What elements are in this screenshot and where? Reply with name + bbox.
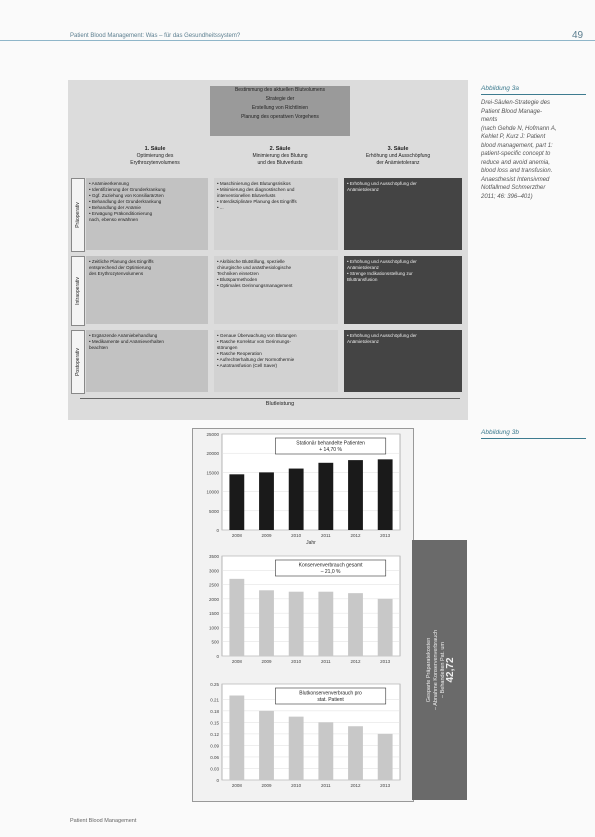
chart-1-x-tick: 2009 (261, 533, 272, 538)
caption-a-line: blood loss and transfusion. (481, 168, 553, 174)
savings-sidebar (412, 540, 467, 800)
chart-3-annotation: stat. Patient (317, 697, 344, 703)
chart-2-annotation: – 21,0 % (320, 569, 341, 575)
row-label-preop (71, 178, 85, 252)
caption-b-rule (481, 438, 586, 439)
pillar-3-sub-2: der Anämietoleranz (376, 160, 420, 166)
caption-a-line: Kehlet P, Kurz J: Patient (481, 134, 546, 140)
chart-3-x-tick: 2009 (261, 783, 272, 788)
caption-b-title: Abbildung 3b (481, 429, 519, 436)
caption-b (481, 429, 586, 439)
chart-1-bar (259, 472, 274, 530)
diagram-cell-line: Anämietoleranz (347, 265, 379, 270)
chart-3-bar (378, 734, 393, 780)
diagram-cell-r1-c1 (86, 178, 208, 250)
pillar-2-sub-2: und des Blutverlusts (257, 160, 303, 166)
sidebar-line-3: – Behandelten Pat. um (439, 642, 446, 698)
diagram-cell-line: • Optimales Gerinnungsmanagement (217, 283, 293, 288)
chart-2-x-tick: 2009 (261, 659, 272, 664)
chart-1-bar (289, 469, 304, 530)
caption-a-line: Notfallmed Schmerzther (481, 185, 546, 191)
diagram-top-box (210, 86, 350, 136)
charts-svg (192, 428, 414, 802)
chart-1-x-tick: 2010 (291, 533, 302, 538)
diagram-cell-line: • Zeitliche Planung des Eingriffs (89, 259, 154, 264)
diagram-cell-line: nach, ebenso erwähnen (89, 217, 139, 222)
diagram-cell-line: störungen (217, 345, 238, 350)
diagram-cell-line: • Anämieerkennung (89, 181, 129, 186)
chart-1-x-label: Jahr (306, 540, 316, 546)
diagram-cell-r1-c3 (344, 178, 462, 250)
chart-2-x-tick: 2010 (291, 659, 302, 664)
diagram-cell-line: • Erhöhung und Ausschöpfung der (347, 259, 417, 264)
running-title: Patient Blood Management: Was – für das Gesundheitssystem? (70, 33, 241, 39)
caption-a-line: blood management, part 1: (481, 142, 553, 149)
chart-3-x-tick: 2013 (380, 783, 391, 788)
diagram-cell-line: • Rasche Reoperation (217, 351, 262, 356)
chart-2-x-tick: 2011 (320, 659, 331, 664)
pillar-1-header (100, 146, 210, 167)
chart-2-y-tick: 1000 (208, 625, 219, 631)
chart-2-bar (229, 579, 244, 656)
diagram-cell-r2-c2 (214, 256, 338, 324)
chart-2-x-tick: 2012 (350, 659, 361, 664)
caption-a-line: (nach Gehde N, Hofmann A, (481, 125, 557, 132)
diagram-cell-line: • Ergänzende Anämiebehandlung (89, 333, 158, 338)
chart-1-x-tick: 2008 (231, 533, 242, 538)
diagram-cell-r3-c2 (214, 330, 338, 392)
row-label-intraop (71, 256, 85, 326)
header-rule (0, 40, 595, 41)
diagram-cell-line: • Genaue Überwachung von Blutungen (217, 333, 297, 338)
chart-1-bar (348, 460, 363, 530)
diagram-cell-line: • Strenge Indikationsstellung zur (347, 271, 413, 276)
row-label-postop-text: Postoperativ (75, 348, 81, 376)
pillar-3-title: 3. Säule (387, 146, 409, 152)
chart-3-bar (318, 722, 333, 780)
diagram-cell-line: des Erythrozytenvolumens (89, 271, 144, 276)
caption-a-title: Abbildung 3a (481, 85, 519, 92)
diagram-cell-line: • Medikamente und Anämieverhalten (89, 339, 164, 344)
chart-1-bar (229, 474, 244, 530)
row-label-preop-text: Präoperativ (75, 202, 81, 228)
diagram-cell-line: • Akribische Blutstillung, spezielle (217, 259, 285, 264)
chart-3-bar (289, 717, 304, 780)
caption-a-line: Anaesthesist Intensivmed (481, 176, 550, 183)
top-box-line: Erstellung von Richtlinien (251, 105, 309, 111)
caption-a-rule (481, 94, 586, 95)
sidebar-big-number: 42,72 (444, 657, 456, 683)
chart-1-x-tick: 2013 (380, 533, 391, 538)
savings-sidebar-text (426, 630, 454, 710)
chart-2-bar (318, 592, 333, 656)
chart-3-y-tick: 0.15 (210, 720, 219, 726)
diagram-cell-line: • Erwägung Präkonditionierung (89, 211, 153, 216)
chart-2-bar (348, 593, 363, 656)
diagram-cell-line: Anämietoleranz (347, 339, 379, 344)
chart-1-bar (318, 463, 333, 530)
chart-3-x-tick: 2008 (231, 783, 242, 788)
page-number: 49 (572, 30, 584, 41)
chart-2-y-tick: 3500 (208, 554, 219, 559)
chart-1-annotation: Stationär behandelte Patienten (296, 440, 365, 447)
diagram-cell-line: Bluttransfusion (347, 277, 378, 282)
pillar-2-sub-1: Minimierung des Blutung (252, 153, 308, 159)
chart-2-x-tick: 2008 (231, 659, 242, 664)
diagram-cell-line: • Interdisziplinäre Planung des Eingriffs (217, 199, 297, 204)
diagram-cell-line: • Maschinierung des Blutungsrisikos (217, 181, 291, 186)
chart-2-y-tick: 0 (216, 654, 219, 659)
caption-a (481, 85, 591, 201)
chart-3-y-tick: 0.21 (210, 697, 219, 703)
diagram-cell-line: • Autotransfusion (Cell Saver) (217, 363, 278, 368)
chart-3-y-tick: 0.18 (210, 708, 219, 714)
chart-1-bar (378, 459, 393, 530)
pillar-1-title: 1. Säule (144, 146, 166, 152)
diagram-cell-line: • Rasche Korrektur von Gerinnungs- (217, 339, 291, 344)
chart-3-x-tick: 2010 (291, 783, 302, 788)
chart-1-y-tick: 10000 (206, 489, 219, 495)
footer-text: Patient Blood Management (70, 818, 137, 824)
chart-3-x-tick: 2012 (350, 783, 361, 788)
sidebar-line-2: – Abnahme Konservenverbrauch (432, 629, 439, 711)
diagram-cell-line: • Blutsparmethoden (217, 277, 258, 282)
chart-3-y-tick: 0 (216, 778, 219, 783)
pillar-2-title: 2. Säule (269, 146, 291, 152)
diagram-cell-line: • Aufrechterhaltung der Normothermie (217, 357, 295, 362)
diagram-cell-line: • ... (217, 205, 224, 210)
pillar-3-header (343, 146, 453, 167)
diagram-cell-r3-c3 (344, 330, 462, 392)
diagram-cell-line: chirurgische und anästhesiologische (217, 265, 292, 270)
caption-a-line: 2011; 46: 396–401) (481, 193, 533, 200)
chart-1-y-tick: 5000 (208, 508, 219, 514)
caption-a-line: ments (481, 117, 498, 123)
chart-1-x-tick: 2012 (350, 533, 361, 538)
row-label-intraop-text: Intraoperativ (75, 277, 81, 305)
caption-a-text (481, 99, 591, 201)
diagram-cell-line: • Identifizierung der Grunderkrankung (89, 187, 166, 192)
chart-1-y-tick: 20000 (206, 451, 219, 457)
diagram-cell-line: Anämietoleranz (347, 187, 379, 192)
diagram-cell-line: beachten (89, 345, 108, 350)
diagram-cell-line: • Ggf. Zuziehung von Konsiliarärzten (89, 193, 164, 198)
caption-a-line: patient-specific concept to (481, 151, 551, 157)
chart-3-x-tick: 2011 (320, 783, 331, 788)
chart-2-bar (289, 592, 304, 656)
caption-a-line: reduce and avoid anemia, (481, 159, 551, 166)
chart-2-bar (378, 599, 393, 656)
diagram-bottom-line (80, 398, 460, 399)
caption-a-line: Drei-Säulen-Strategie des (481, 100, 551, 106)
diagram-cell-line: • Erhöhung und Ausschöpfung der (347, 181, 417, 186)
sidebar-line-1: Gesparte Präparatekosten (425, 637, 432, 703)
chart-2-annotation: Konservenverbrauch gesamt (298, 562, 363, 569)
diagram-cell-line: • Behandlung der Anämie (89, 205, 141, 210)
diagram-bottom-label: Blutleistung (265, 401, 295, 407)
diagram-cell-r2-c1 (86, 256, 208, 324)
chart-2-y-tick: 3000 (208, 568, 219, 574)
chart-2-x-tick: 2013 (380, 659, 391, 664)
diagram-cell-line: • Behandlung der Grunderkrankung (89, 199, 162, 204)
chart-3-annotation: Blutkonservenverbrauch pro (299, 690, 362, 697)
chart-3-bar (259, 711, 274, 780)
chart-2-y-tick: 2000 (208, 596, 219, 602)
diagram-cell-line: Techniken einsetzen (217, 271, 259, 276)
chart-1-y-tick: 0 (216, 528, 219, 533)
diagram-cell-r3-c1 (86, 330, 208, 392)
diagram-cell-line: • Minimierung des diagnostischen und (217, 187, 295, 192)
chart-3-y-tick: 0.25 (210, 682, 219, 687)
chart-2-y-tick: 2500 (208, 582, 219, 588)
pillar-1-sub-2: Erythrozytenvolumens (130, 160, 180, 166)
row-label-postop (71, 330, 85, 394)
pillar-2-header (225, 146, 335, 167)
chart-1-x-tick: 2011 (320, 533, 331, 538)
chart-3-y-tick: 0.09 (210, 743, 219, 749)
diagram-cell-r1-c2 (214, 178, 338, 250)
diagram-cell-line: • Erhöhung und Ausschöpfung der (347, 333, 417, 338)
chart-3-bar (348, 726, 363, 780)
caption-a-line: Patient Blood Manage- (481, 108, 543, 115)
diagram-cell-line: interventionellen Blutverlusts (217, 193, 276, 198)
diagram-cell-line: entsprechend der Optimierung (89, 265, 152, 270)
chart-2-y-tick: 1500 (208, 611, 219, 617)
chart-3-y-tick: 0.06 (210, 754, 219, 760)
chart-3-y-tick: 0.03 (210, 766, 219, 772)
chart-1-annotation: + 14,70 % (319, 447, 342, 453)
pillar-3-sub-1: Erhöhung und Ausschöpfung (365, 153, 431, 159)
pillar-1-sub-1: Optimierung des (136, 153, 174, 159)
top-box-line: Planung des operativen Vorgehens (241, 114, 319, 120)
chart-1-y-tick: 15000 (206, 470, 219, 476)
top-box-line: Strategie der (265, 96, 295, 102)
chart-2-y-tick: 500 (211, 639, 219, 645)
top-box-line: Bestimmung des aktuellen Blutvolumens (234, 87, 326, 93)
chart-1-y-tick: 25000 (206, 432, 219, 437)
chart-2-bar (259, 590, 274, 656)
chart-3-y-tick: 0.12 (210, 731, 219, 737)
chart-3-bar (229, 696, 244, 780)
diagram-cell-r2-c3 (344, 256, 462, 324)
